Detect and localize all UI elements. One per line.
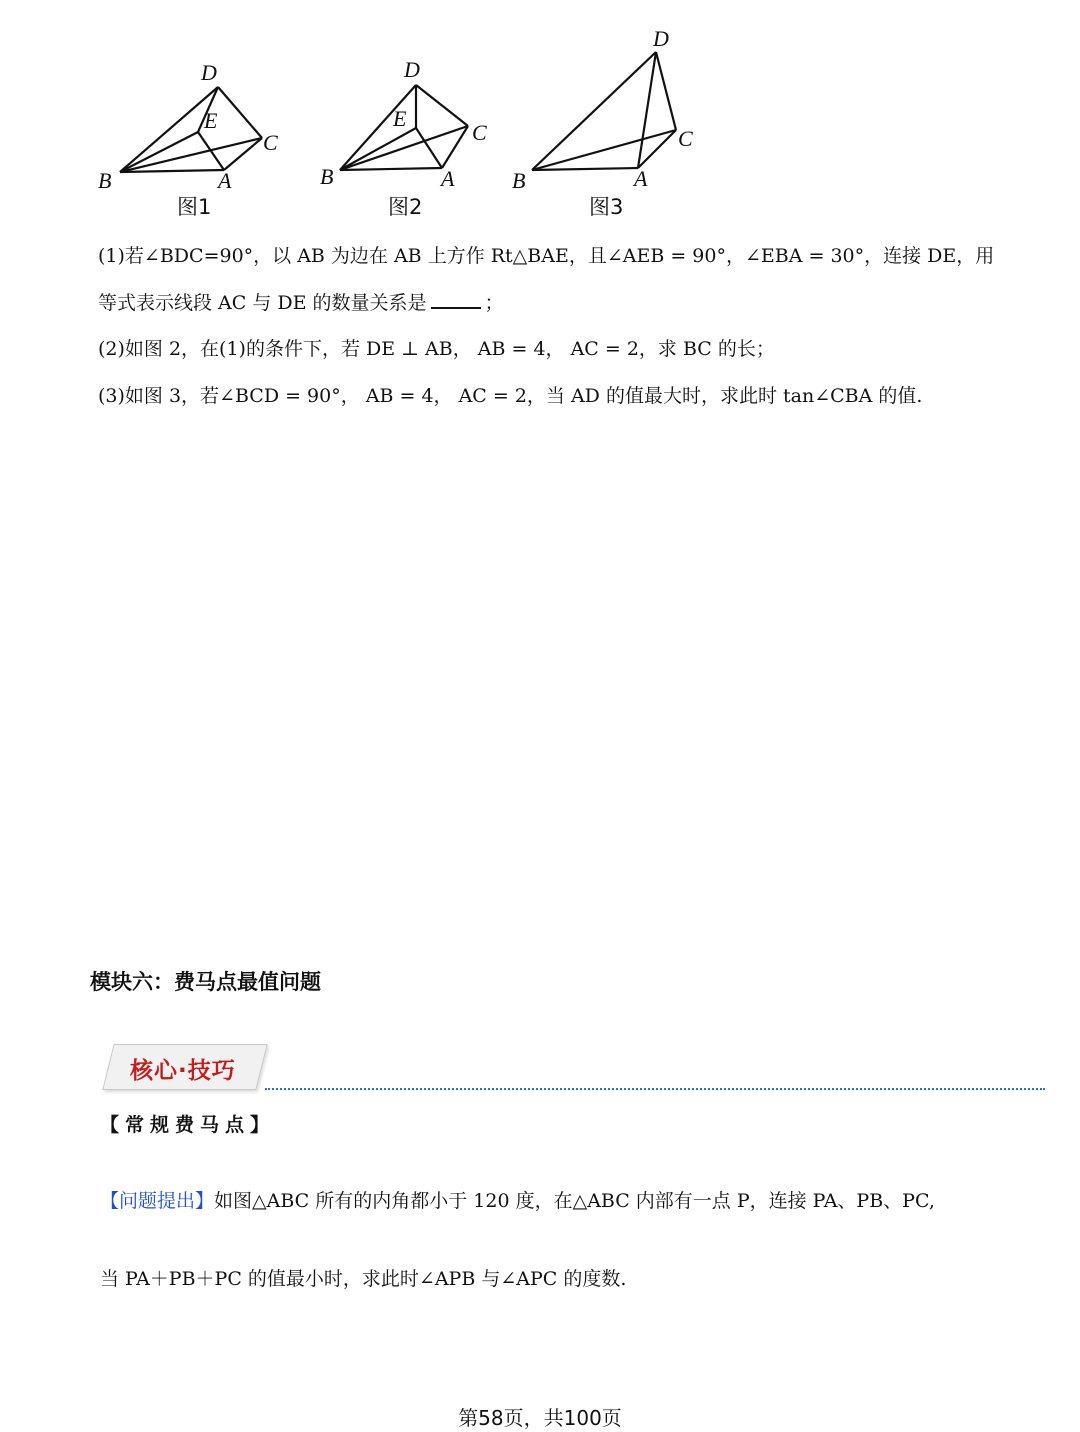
fig1-label-d: D [201, 60, 217, 85]
fig2-label-a: A [441, 166, 455, 191]
module-title: 模块六：费马点最值问题 [90, 970, 321, 994]
fig3-label-c: C [678, 126, 693, 151]
figure-3 [532, 52, 676, 170]
figures-svg [0, 0, 1080, 230]
problem-line-1-text: 如图△ABC 所有的内角都小于 120 度，在△ABC 内部有一点 P，连接 PA、PB、PC, [214, 1190, 935, 1212]
page-footer: 第58页，共100页 [458, 1406, 622, 1430]
fig1-label-e: E [204, 108, 218, 133]
badge-label: 核心·技巧 [130, 1058, 236, 1084]
fig1-label-c: C [263, 130, 278, 155]
question-2: (2)如图 2，在(1)的条件下，若 DE ⊥ AB， AB = 4， AC = 2，求 BC 的长； [98, 338, 775, 360]
figure-1 [120, 87, 262, 172]
fig1-label-b: B [98, 168, 112, 193]
fig3-caption: 图3 [589, 195, 624, 219]
fig2-label-b: B [320, 164, 334, 189]
fig2-caption: 图2 [388, 195, 423, 219]
fig1-label-a: A [218, 168, 232, 193]
question-1-line-2-text: 等式表示线段 AC 与 DE 的数量关系是 [98, 292, 427, 314]
fig3-label-d: D [653, 26, 669, 51]
fig2-label-e: E [393, 106, 407, 131]
fig2-label-c: C [472, 120, 487, 145]
question-1-line-1: (1)若∠BDC=90°，以 AB 为边在 AB 上方作 Rt△BAE，且∠AEB = 90°，∠EBA = 30°，连接 DE，用 [98, 245, 995, 267]
fig3-label-b: B [512, 168, 526, 193]
section-badge [100, 1042, 1060, 1102]
problem-tag: 【问题提出】 [100, 1190, 215, 1212]
problem-line-1 [100, 1188, 935, 1214]
question-1-line-2 [98, 290, 504, 316]
question-1-line-2-end: ； [484, 292, 504, 314]
fig1-caption: 图1 [177, 195, 212, 219]
fig3-label-a: A [634, 166, 648, 191]
sub-heading: 【常规费马点】 [100, 1114, 276, 1136]
geometry-figures [0, 0, 1080, 230]
answer-blank [431, 291, 481, 309]
fig2-label-d: D [404, 57, 420, 82]
question-3: (3)如图 3，若∠BCD = 90°， AB = 4， AC = 2，当 AD 的值最大时，求此时 tan∠CBA 的值. [98, 385, 923, 407]
problem-line-2: 当 PA＋PB＋PC 的值最小时，求此时∠APB 与∠APC 的度数. [100, 1268, 627, 1290]
dotted-divider [265, 1088, 1045, 1090]
